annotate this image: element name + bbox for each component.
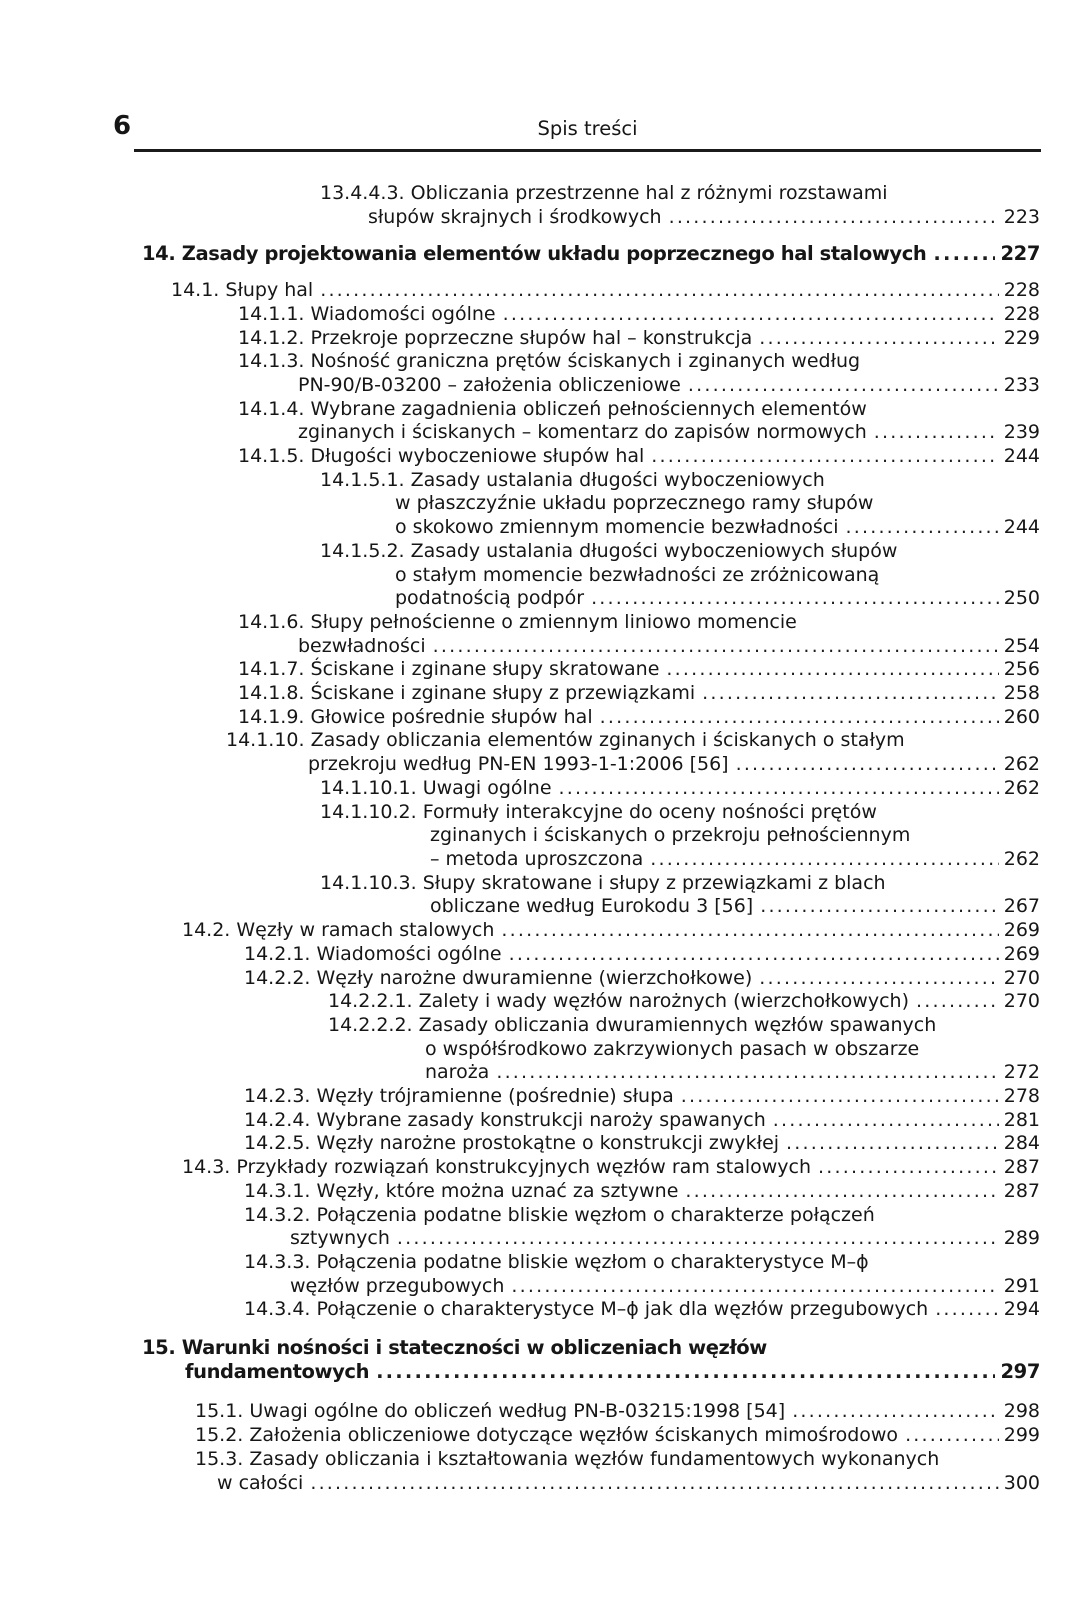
toc-entry-text: 15. Warunki nośności i stateczności w obliczeniach węzłów xyxy=(142,1336,767,1360)
toc-page-number: 291 xyxy=(1003,1274,1040,1297)
toc-entry-text: 14.1.10.1. Uwagi ogólne xyxy=(320,776,552,799)
toc-entry-text: 14.2.4. Wybrane zasady konstrukcji naroży spawanych xyxy=(244,1108,766,1131)
toc-entry-text: 14.1.6. Słupy pełnościenne o zmiennym liniowo momencie xyxy=(238,610,797,633)
toc-leader xyxy=(669,206,999,230)
toc-leader xyxy=(916,990,999,1014)
toc-entry-text: bezwładności xyxy=(298,634,426,657)
toc-row xyxy=(368,206,1040,230)
toc-page-number: 239 xyxy=(1003,421,1040,444)
toc-page-number: 227 xyxy=(1000,242,1040,266)
toc-leader xyxy=(759,327,998,351)
toc-row xyxy=(308,753,1040,777)
toc-leader xyxy=(509,943,999,967)
toc-entry-text: 14.2. Węzły w ramach stalowych xyxy=(182,919,495,942)
toc-row xyxy=(238,398,1040,422)
toc-entry-text: sztywnych xyxy=(290,1227,390,1250)
toc-entry-text: zginanych i ściskanych – komentarz do zapisów normowych xyxy=(298,421,867,444)
toc-entry-text: 13.4.4.3. Obliczania przestrzenne hal z różnymi rozstawami xyxy=(320,182,888,204)
toc-page-number: 244 xyxy=(1003,516,1040,539)
toc-entry-text: podatnością podpór xyxy=(395,587,585,610)
toc-entry-text: 14.3.4. Połączenie o charakterystyce M–ϕ jak dla węzłów przegubowych xyxy=(244,1298,929,1321)
toc-row xyxy=(320,872,1040,896)
toc-row xyxy=(244,1204,1040,1228)
toc-row xyxy=(195,1424,1040,1448)
toc-entry-text: PN-90/B-03200 – założenia obliczeniowe xyxy=(298,373,681,396)
toc-entry-text: 15.2. Założenia obliczeniowe dotyczące węzłów ściskanych mimośrodowo xyxy=(195,1424,899,1447)
toc-leader xyxy=(503,303,999,327)
toc-leader xyxy=(702,682,999,706)
toc-page-number: 233 xyxy=(1003,373,1040,396)
toc-page-number: 228 xyxy=(1003,279,1040,302)
toc-entry-text: 14.3. Przykłady rozwiązań konstrukcyjnych węzłów ram stalowych xyxy=(182,1156,812,1179)
toc-leader xyxy=(786,1132,999,1156)
toc-entry-text: o stałym momencie bezwładności ze zróżnicowaną xyxy=(395,563,880,586)
toc-page-number: 270 xyxy=(1003,990,1040,1013)
toc-row xyxy=(328,1014,1040,1038)
toc-row xyxy=(395,587,1040,611)
toc-leader xyxy=(818,1156,999,1180)
toc-entry-text: zginanych i ściskanych o przekroju pełnościennym xyxy=(430,824,911,847)
toc-entry-text: 14.2.1. Wiadomości ogólne xyxy=(244,942,502,965)
toc-row xyxy=(244,1109,1040,1133)
toc-leader xyxy=(845,516,998,540)
toc-page-number: 223 xyxy=(1003,205,1040,228)
toc-leader xyxy=(650,848,998,872)
toc-row xyxy=(238,445,1040,469)
toc-page-number: 289 xyxy=(1003,1227,1040,1250)
toc-entry-text: 15.1. Uwagi ogólne do obliczeń według PN-B-03215:1998 [54] xyxy=(195,1400,786,1423)
toc-row xyxy=(298,374,1040,398)
toc-entry-text: 14.1. Słupy hal xyxy=(171,279,314,302)
toc-page-number: 269 xyxy=(1003,919,1040,942)
toc-entry-text: 14.2.2.1. Zalety i wady węzłów narożnych (wierzchołkowych) xyxy=(328,990,909,1013)
toc-page-number: 297 xyxy=(1000,1359,1040,1383)
toc-list xyxy=(140,152,1040,1495)
toc-leader xyxy=(874,421,999,445)
toc-entry-text: 14.1.10. Zasady obliczania elementów zginanych i ściskanych o stałym xyxy=(226,729,905,752)
toc-row xyxy=(238,350,1040,374)
toc-leader xyxy=(685,1180,998,1204)
toc-page-number: 298 xyxy=(1003,1400,1040,1423)
toc-page-number: 262 xyxy=(1003,753,1040,776)
toc-row xyxy=(320,469,1040,493)
toc-row xyxy=(244,1180,1040,1204)
toc-leader xyxy=(511,1275,998,1299)
toc-row xyxy=(238,706,1040,730)
toc-page-number: 270 xyxy=(1003,966,1040,989)
toc-page-number: 262 xyxy=(1003,776,1040,799)
toc-entry-text: obliczane według Eurokodu 3 [56] xyxy=(430,895,754,918)
toc-leader xyxy=(681,1085,999,1109)
toc-entry-text: przekroju według PN-EN 1993-1-1:2006 [56] xyxy=(308,753,729,776)
toc-row xyxy=(320,540,1040,564)
toc-row xyxy=(238,611,1040,635)
toc-row xyxy=(290,1275,1040,1299)
toc-entry-text: 14.2.2.2. Zasady obliczania dwuramiennych węzłów spawanych xyxy=(328,1013,937,1036)
toc-row xyxy=(182,919,1040,943)
toc-entry-text: 14.1.10.3. Słupy skratowane i słupy z przewiązkami z blach xyxy=(320,871,886,894)
toc-row xyxy=(395,564,1040,588)
toc-row xyxy=(195,1448,1040,1472)
toc-leader xyxy=(559,777,999,801)
toc-row xyxy=(195,1400,1040,1424)
toc-page-number: 294 xyxy=(1003,1298,1040,1321)
toc-entry-text: 14.1.10.2. Formuły interakcyjne do oceny nośności prętów xyxy=(320,800,877,823)
toc-entry-text: 14.3.3. Połączenia podatne bliskie węzłom o charakterystyce M–ϕ xyxy=(244,1250,869,1273)
toc-entry-text: 14.2.2. Węzły narożne dwuramienne (wierzchołkowe) xyxy=(244,966,753,989)
toc-entry-text: 14.1.7. Ściskane i zginane słupy skratowane xyxy=(238,658,660,681)
toc-leader xyxy=(600,706,999,730)
toc-row xyxy=(142,242,1040,266)
toc-row xyxy=(298,421,1040,445)
toc-leader xyxy=(376,1360,995,1384)
toc-row xyxy=(244,1251,1040,1275)
toc-row xyxy=(328,990,1040,1014)
toc-row xyxy=(290,1227,1040,1251)
toc-leader xyxy=(310,1472,998,1496)
toc-page-number: 260 xyxy=(1003,705,1040,728)
toc-page-number: 267 xyxy=(1003,895,1040,918)
toc-page-number: 258 xyxy=(1003,682,1040,705)
toc-page-number: 254 xyxy=(1003,634,1040,657)
toc-leader xyxy=(501,919,998,943)
toc-row xyxy=(244,1085,1040,1109)
toc-entry-text: 14. Zasady projektowania elementów układu poprzecznego hal stalowych xyxy=(142,242,927,266)
toc-row xyxy=(244,967,1040,991)
toc-leader xyxy=(651,445,998,469)
toc-entry-text: 14.1.1. Wiadomości ogólne xyxy=(238,302,496,325)
toc-entry-text: fundamentowych xyxy=(185,1359,370,1383)
toc-page-number: 300 xyxy=(1003,1471,1040,1494)
toc-entry-text: naroża xyxy=(425,1061,490,1084)
page-header xyxy=(113,111,1041,152)
toc-leader xyxy=(760,895,999,919)
toc-leader xyxy=(666,658,998,682)
toc-entry-text: węzłów przegubowych xyxy=(290,1274,505,1297)
toc-row xyxy=(182,1156,1040,1180)
toc-entry-text: w płaszczyźnie układu poprzecznego ramy słupów xyxy=(395,492,874,515)
toc-row xyxy=(425,1061,1040,1085)
toc-leader xyxy=(688,374,999,398)
toc-entry-text: 15.3. Zasady obliczania i kształtowania węzłów fundamentowych wykonanych xyxy=(195,1447,940,1470)
toc-leader xyxy=(496,1061,998,1085)
toc-row xyxy=(142,1336,1040,1360)
toc-page-number: 262 xyxy=(1003,847,1040,870)
header-page-number: 6 xyxy=(113,111,132,141)
toc-entry-text: 14.3.2. Połączenia podatne bliskie węzłom o charakterze połączeń xyxy=(244,1203,875,1226)
toc-row xyxy=(320,777,1040,801)
toc-row xyxy=(238,327,1040,351)
toc-entry-text: słupów skrajnych i środkowych xyxy=(368,205,662,228)
toc-leader xyxy=(759,967,998,991)
toc-row xyxy=(320,801,1040,825)
toc-page-number: 281 xyxy=(1003,1108,1040,1131)
toc-page-number: 269 xyxy=(1003,942,1040,965)
toc-entry-text: 14.1.3. Nośność graniczna prętów ściskanych i zginanych według xyxy=(238,350,861,373)
toc-entry-text: 14.1.5.1. Zasady ustalania długości wyboczeniowych xyxy=(320,468,825,491)
toc-page-number: 287 xyxy=(1003,1179,1040,1202)
toc-entry-text: w całości xyxy=(217,1471,304,1494)
toc-row xyxy=(238,682,1040,706)
toc-entry-text: 14.1.5. Długości wyboczeniowe słupów hal xyxy=(238,445,645,468)
toc-leader xyxy=(433,635,999,659)
toc-leader xyxy=(736,753,999,777)
toc-entry-text: 14.3.1. Węzły, które można uznać za sztywne xyxy=(244,1179,679,1202)
toc-page-number: 278 xyxy=(1003,1085,1040,1108)
header-title: Spis treści xyxy=(537,117,638,140)
toc-leader xyxy=(933,242,995,266)
toc-page-number: 229 xyxy=(1003,326,1040,349)
toc-row xyxy=(395,516,1040,540)
toc-page-number: 272 xyxy=(1003,1061,1040,1084)
toc-page-number: 228 xyxy=(1003,302,1040,325)
toc-page-number: 299 xyxy=(1003,1424,1040,1447)
toc-page-number: 284 xyxy=(1003,1132,1040,1155)
toc-row xyxy=(298,635,1040,659)
toc-row xyxy=(430,895,1040,919)
toc-entry-text: 14.2.5. Węzły narożne prostokątne o konstrukcji zwykłej xyxy=(244,1132,780,1155)
toc-row xyxy=(244,1132,1040,1156)
toc-leader xyxy=(935,1298,999,1322)
toc-row xyxy=(238,303,1040,327)
toc-leader xyxy=(792,1400,999,1424)
toc-row xyxy=(185,1360,1040,1384)
toc-leader xyxy=(397,1227,999,1251)
toc-row xyxy=(430,824,1040,848)
toc-leader xyxy=(320,279,999,303)
toc-row xyxy=(226,729,1040,753)
toc-page-number: 256 xyxy=(1003,658,1040,681)
toc-page-number: 250 xyxy=(1003,587,1040,610)
toc-entry-text: o skokowo zmiennym momencie bezwładności xyxy=(395,516,839,539)
toc-row xyxy=(217,1472,1040,1496)
toc-entry-text: – metoda uproszczona xyxy=(430,847,644,870)
toc-page-number: 287 xyxy=(1003,1156,1040,1179)
toc-leader xyxy=(591,587,999,611)
toc-leader xyxy=(773,1109,999,1133)
toc-row xyxy=(320,182,1040,206)
toc-entry-text: 14.1.2. Przekroje poprzeczne słupów hal – konstrukcja xyxy=(238,326,753,349)
toc-entry-text: 14.1.9. Głowice pośrednie słupów hal xyxy=(238,705,593,728)
toc-page-number: 244 xyxy=(1003,445,1040,468)
toc-row xyxy=(238,658,1040,682)
toc-entry-text: o współśrodkowo zakrzywionych pasach w obszarze xyxy=(425,1037,920,1060)
toc-entry-text: 14.1.5.2. Zasady ustalania długości wyboczeniowych słupów xyxy=(320,539,898,562)
toc-leader xyxy=(905,1424,999,1448)
toc-row xyxy=(430,848,1040,872)
toc-row xyxy=(425,1038,1040,1062)
toc-entry-text: 14.1.4. Wybrane zagadnienia obliczeń pełnościennych elementów xyxy=(238,397,867,420)
toc-entry-text: 14.2.3. Węzły trójramienne (pośrednie) słupa xyxy=(244,1085,674,1108)
toc-row xyxy=(244,1298,1040,1322)
toc-entry-text: 14.1.8. Ściskane i zginane słupy z przewiązkami xyxy=(238,682,696,705)
toc-row xyxy=(395,492,1040,516)
toc-row xyxy=(171,279,1040,303)
toc-row xyxy=(244,943,1040,967)
